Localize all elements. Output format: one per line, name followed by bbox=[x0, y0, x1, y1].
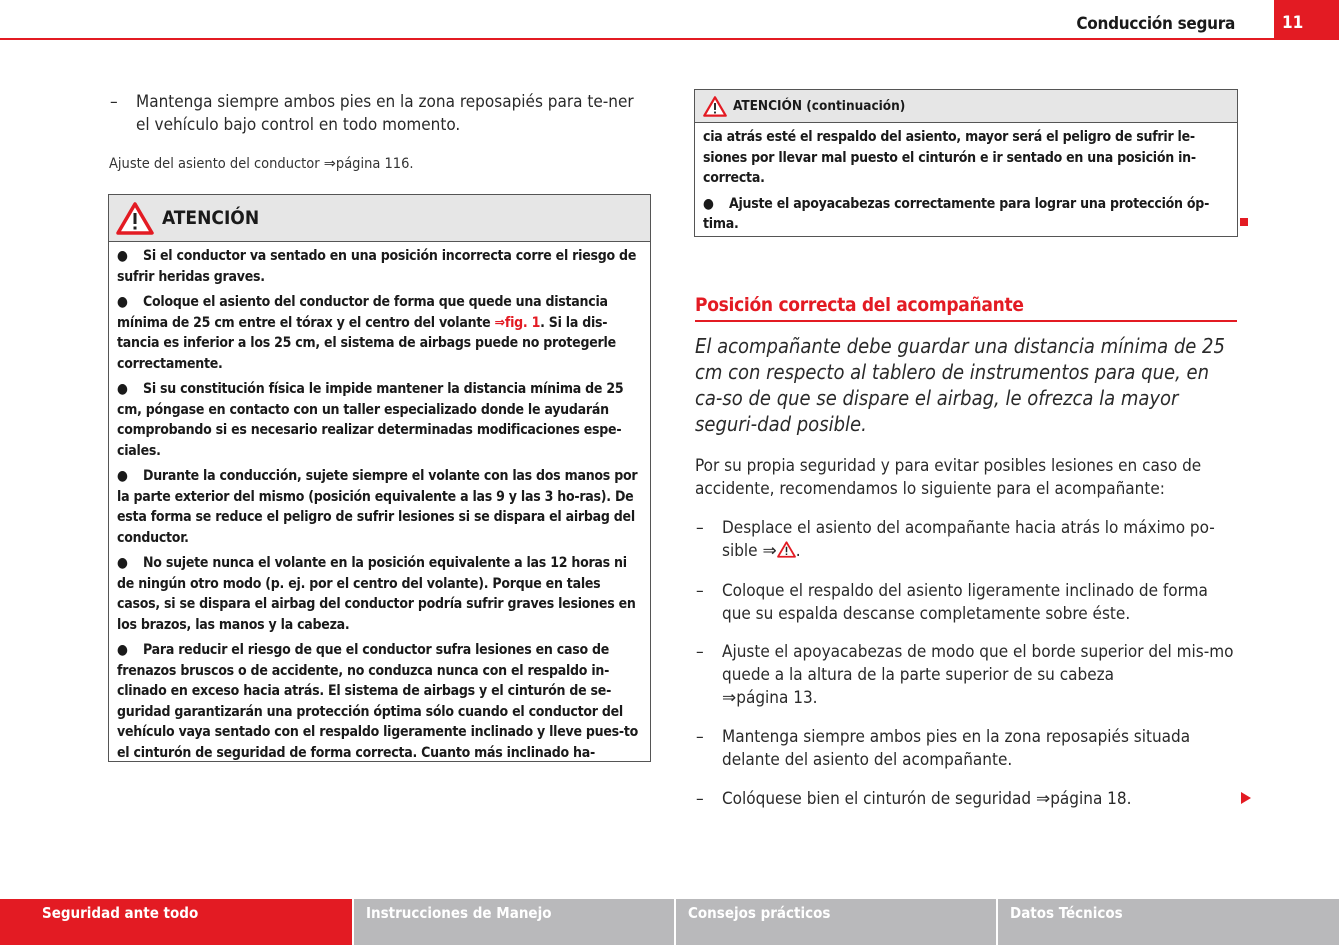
list-item bbox=[696, 517, 1241, 563]
header-rule bbox=[0, 38, 1274, 40]
list-item-text: Coloque el respaldo del asiento ligeramente inclinado de forma que su espalda descanse completamente sobre éste. bbox=[722, 581, 1208, 624]
list-item-text: Ajuste el apoyacabezas de modo que el borde superior del mis-mo quede a la altura de la parte superior de su cabeza ⇒página 13. bbox=[722, 642, 1234, 708]
section-intro: El acompañante debe guardar una distancia mínima de 25 cm con respecto al tablero de instrumentos para que, en ca-so de que se dispare el airbag, le ofrezca la mayor seguri-dad posible. bbox=[695, 334, 1225, 436]
warning-bullet: ● Ajuste el apoyacabezas correctamente para lograr una protección óp-tima. bbox=[703, 195, 1210, 232]
warning-header bbox=[109, 195, 650, 242]
warning-box-continued bbox=[694, 89, 1238, 237]
footer-tab-datos[interactable]: Datos Técnicos bbox=[998, 899, 1339, 945]
warning-header bbox=[695, 90, 1237, 123]
warning-title: ATENCIÓN bbox=[162, 207, 260, 229]
page-link[interactable]: página 13. bbox=[736, 688, 818, 708]
warning-body bbox=[695, 123, 1237, 246]
dash-bullet: – bbox=[696, 518, 704, 538]
arrow-right-icon: ⇒ bbox=[1035, 789, 1051, 809]
warning-bullet: ● Durante la conducción, sujete siempre el volante con las dos manos por la parte exterior del mismo (posición equivalente a las 9 y las 3 ho-ras). De esta forma se reduce el peligro de sufrir lesiones si se dispara el airbag del conductor. bbox=[117, 468, 638, 546]
warning-bullet: ● No sujete nunca el volante en la posición equivalente a las 12 horas ni de ningún otro modo (p. ej. por el centro del volante). Porque en tales casos, si se dispara el airbag del conductor podría sufrir graves lesiones en los brazos, las manos y la cabeza. bbox=[117, 555, 636, 633]
page-link[interactable]: página 18. bbox=[1050, 789, 1132, 809]
list-item-text: Colóquese bien el cinturón de seguridad ⇒página 18. bbox=[722, 789, 1132, 809]
warning-triangle-icon bbox=[703, 96, 727, 117]
arrow-right-icon: ⇒ bbox=[722, 688, 737, 708]
list-item bbox=[696, 726, 1241, 772]
dash-bullet: – bbox=[696, 642, 704, 662]
list-item bbox=[696, 788, 1241, 811]
arrow-right-icon: ⇒ bbox=[323, 156, 336, 172]
warning-bullet: ● Coloque el asiento del conductor de forma que quede una distancia mínima de 25 cm entre el tórax y el centro del volante ⇒fig. 1. Si la dis-tancia es inferior a los 25 cm, el sistema de airbags puede no protegerle correctamente. bbox=[117, 294, 616, 372]
section-paragraph: Por su propia seguridad y para evitar posibles lesiones en caso de accidente, recomendamos lo siguiente para el acompañante: bbox=[695, 456, 1202, 499]
end-of-section-marker bbox=[1240, 218, 1248, 226]
warning-bullet: ● Si el conductor va sentado en una posición incorrecta corre el riesgo de sufrir heridas graves. bbox=[117, 248, 637, 285]
footer-tab-seguridad[interactable]: Seguridad ante todo bbox=[0, 899, 352, 945]
section-title: Conducción segura bbox=[1076, 14, 1235, 34]
warning-triangle-icon bbox=[116, 202, 154, 235]
figure-link[interactable]: ⇒fig. 1 bbox=[494, 314, 541, 331]
page-number: 11 bbox=[1274, 0, 1339, 40]
reference-text: Ajuste del asiento del conductor bbox=[109, 156, 324, 172]
list-item-text: Desplace el asiento del acompañante hacia atrás lo máximo po-sible ⇒ . bbox=[722, 518, 1215, 561]
warning-body bbox=[109, 242, 650, 774]
continue-arrow-icon bbox=[1241, 792, 1251, 804]
list-item-text: Mantenga siempre ambos pies en la zona reposapiés situada delante del asiento del acompañante. bbox=[722, 727, 1191, 770]
list-item bbox=[110, 91, 640, 137]
list-item bbox=[696, 580, 1241, 626]
dash-bullet: – bbox=[110, 92, 118, 112]
arrow-right-icon: ⇒ bbox=[762, 541, 777, 561]
dash-bullet: – bbox=[696, 727, 704, 747]
warning-bullet: ● Para reducir el riesgo de que el conductor sufra lesiones en caso de frenazos bruscos o de accidente, no conduzca nunca con el respaldo in-clinado en exceso hacia atrás. El sistema de airbags y el cinturón de se-guridad garantizarán una protección óptima sólo cuando el conductor del vehículo vaya sentado con el respaldo ligeramente inclinado y lleve pues-to el cinturón de seguridad de forma correcta. Cuanto más inclinado ha- bbox=[117, 642, 639, 761]
warning-box bbox=[108, 194, 651, 762]
section-heading-rule bbox=[695, 320, 1237, 322]
list-item-text: Mantenga siempre ambos pies en la zona reposapiés para te-ner el vehículo bajo control en todo momento. bbox=[136, 92, 634, 135]
warning-paragraph: cia atrás esté el respaldo del asiento, mayor será el peligro de sufrir le-siones por llevar mal puesto el cinturón e ir sentado en una posición in-correcta. bbox=[703, 129, 1196, 186]
warning-triangle-icon[interactable] bbox=[777, 541, 796, 558]
footer-tab-instrucciones[interactable]: Instrucciones de Manejo bbox=[354, 899, 674, 945]
warning-title: ATENCIÓN (continuación) bbox=[733, 98, 906, 114]
warning-bullet: ● Si su constitución física le impide mantener la distancia mínima de 25 cm, póngase en contacto con un taller especializado donde le ayudarán comprobando si es necesario realizar determinadas modificaciones espe-ciales. bbox=[117, 381, 624, 459]
page-link[interactable]: página 116. bbox=[335, 156, 414, 172]
dash-bullet: – bbox=[696, 789, 704, 809]
section-heading: Posición correcta del acompañante bbox=[695, 294, 1024, 316]
dash-bullet: – bbox=[696, 581, 704, 601]
list-item bbox=[696, 641, 1241, 710]
footer-tab-consejos[interactable]: Consejos prácticos bbox=[676, 899, 996, 945]
cross-reference bbox=[109, 156, 414, 172]
